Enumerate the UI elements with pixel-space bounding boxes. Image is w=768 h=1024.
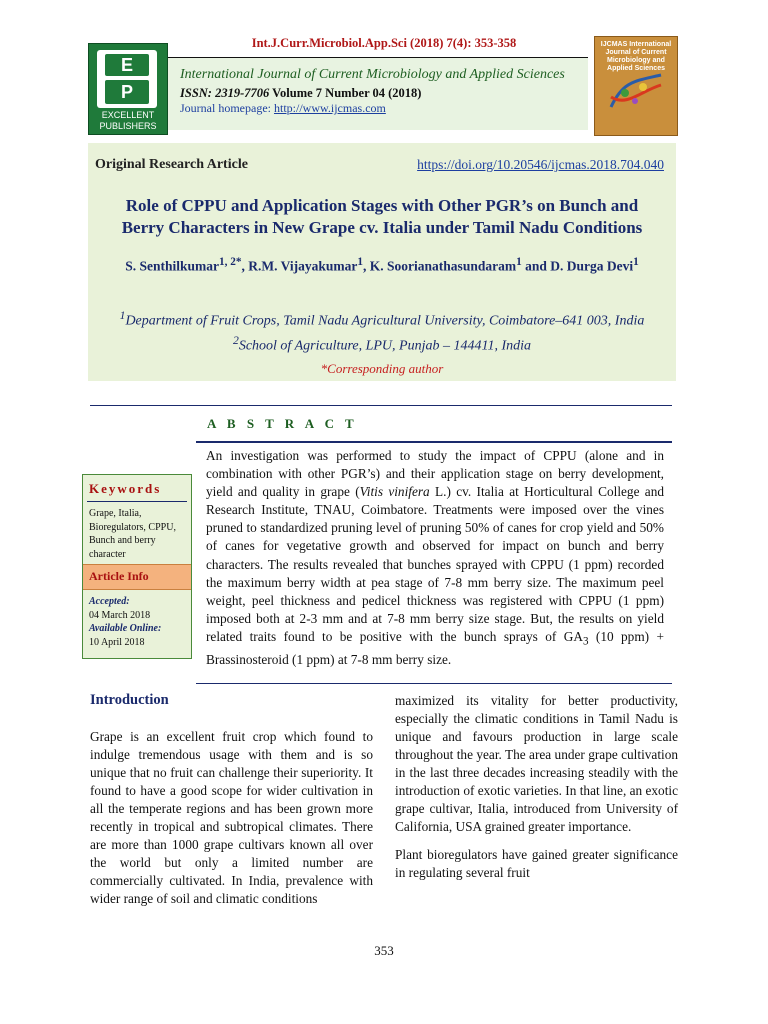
ga-subscript: 3 — [582, 635, 589, 648]
col2-paragraph-1: maximized its vitality for better productivity, especially the climatic conditions in Tamil Nadu is unique and favours production in large scale throughout the year. The area under grape cultivation in the last three decades increasing steadily with the introduction of exotic varieties. In that line, an exotic grape cultivar, Italia, introduced from University of California, USA grained greater importance. — [395, 693, 678, 834]
author-sup: 1, 2* — [219, 256, 242, 268]
article-info-bar — [83, 564, 191, 590]
logo-text-publishers: PUBLISHERS — [99, 121, 157, 131]
online-label: Available Online: — [89, 623, 162, 634]
page-number: 353 — [374, 943, 394, 958]
journal-name: International Journal of Current Microbiology and Applied Sciences — [180, 67, 565, 82]
doi-link[interactable]: https://doi.org/10.20546/ijcmas.2018.704.040 — [417, 157, 664, 172]
body-column-1: Grape is an excellent fruit crop which found to indulge tremendous usage with them and is so unique that no fruit can challenge their superiority. It found to have a good scope for wider cultivation in all the temperate regions and has been grown more recently in tropical and subtropical climates. There are more than 1000 grape cultivars known all over the world but only a limited number are commercially cultivated. In India, prevalence with wider range of soil and climatic conditions — [90, 729, 373, 906]
accepted-date: 04 March 2018 — [89, 609, 151, 621]
keywords-list: Grape, Italia, Bioregulators, CPPU, Bunch and berry character — [89, 508, 176, 560]
affiliations — [96, 306, 668, 355]
affiliation-1-sup: 1 — [119, 309, 126, 322]
keywords-rule — [87, 501, 187, 502]
abstract-rule-top — [196, 441, 672, 443]
author-sup: 1 — [633, 256, 639, 268]
abstract-heading: A B S T R A C T — [207, 416, 358, 431]
homepage-link[interactable]: http://www.ijcmas.com — [273, 101, 386, 115]
author-name: K. Soorianathasundaram — [369, 258, 517, 274]
accepted-label: Accepted: — [89, 596, 130, 607]
author-separator: , — [363, 258, 370, 274]
keywords-heading: Keywords — [89, 481, 162, 496]
issn: ISSN: 2319-7706 — [180, 86, 270, 100]
issn-volume — [180, 86, 421, 101]
journal-cover-image — [594, 36, 678, 136]
author-name: D. Durga Devi — [550, 258, 634, 274]
affiliation-2-text: School of Agriculture, LPU, Punjab – 144411, India — [238, 338, 531, 354]
body-column-2 — [395, 692, 678, 882]
affiliation-1-text: Department of Fruit Crops, Tamil Nadu Agricultural University, Coimbatore–641 003, India — [125, 313, 645, 329]
abstract-part-2: L.) cv. Italia at Horticultural College and Research Institute, TNAU, Coimbatore. Treatments were imposed over the vines pruned to standardized pruning level of pruning 50% of canes for crop yield and 50% of canes for vegetative growth and observed for impact on bunch and berry characters. The results revealed that bunches sprayed with CPPU (1 ppm) recorded the maximum berry width at pea stage of 7-8 mm berry size. The maximum peel weight, peel thickness and pedicel thickness was registered with CPPU (1 ppm) imposed both at 2-3 mm and at 7-8 mm berry size stage. But, the results on yield related traits found to be positive with the bunch sprays of GA — [206, 484, 664, 644]
abstract-rule-bottom — [196, 683, 672, 684]
author-list — [96, 256, 668, 275]
abstract-text — [206, 447, 664, 669]
volume: Volume 7 Number 04 (2018) — [272, 86, 422, 100]
abstract-part-3: (10 ppm) + Brassinosteroid (1 ppm) at 7-8 mm berry size. — [206, 628, 665, 667]
introduction-heading: Introduction — [90, 692, 169, 708]
author-separator: and — [521, 258, 551, 274]
author-name: R.M. Vijayakumar — [248, 258, 358, 274]
journal-homepage — [180, 101, 386, 116]
affiliation-1 — [96, 306, 668, 331]
title-line-2: Berry Characters in New Grape cv. Italia under Tamil Nadu Conditions — [121, 218, 643, 237]
logo-text-excellent: EXCELLENT — [101, 110, 155, 120]
article-title — [96, 195, 668, 239]
author-sup: 1 — [516, 256, 522, 268]
article-info-dates — [89, 595, 189, 649]
abstract-part-1: An investigation was performed to study the impact of CPPU (alone and in combination with other PGR’s) and their application stage on berry development, yield and quality in grape ( — [206, 448, 664, 500]
logo-letter-e: E — [105, 54, 149, 76]
author-name: S. Senthilkumar — [125, 258, 220, 274]
online-date: 10 April 2018 — [89, 636, 145, 648]
homepage-label: Journal homepage: — [180, 101, 274, 115]
cover-dna-art — [609, 71, 663, 111]
affiliation-2 — [96, 331, 668, 356]
title-line-1: Role of CPPU and Application Stages with Other PGR’s on Bunch and — [125, 196, 639, 215]
species-name: Vitis vinifera — [359, 484, 430, 500]
affiliation-2-sup: 2 — [233, 333, 239, 347]
section-divider — [90, 405, 672, 406]
keywords-article-info-box — [82, 474, 192, 659]
article-info-heading: Article Info — [89, 569, 149, 583]
author-separator: , — [241, 258, 249, 274]
article-type: Original Research Article — [95, 157, 248, 172]
author-sup: 1 — [357, 256, 364, 268]
cover-title: IJCMAS International Journal of Current Microbiology and Applied Sciences — [600, 41, 672, 72]
journal-citation: Int.J.Curr.Microbiol.App.Sci (2018) 7(4): 353-358 — [251, 36, 517, 50]
publisher-logo — [88, 43, 168, 135]
logo-letter-p: P — [105, 80, 149, 104]
col2-paragraph-2: Plant bioregulators have gained greater significance in regulating several fruit — [395, 847, 678, 880]
corresponding-author: *Corresponding author — [320, 361, 444, 376]
